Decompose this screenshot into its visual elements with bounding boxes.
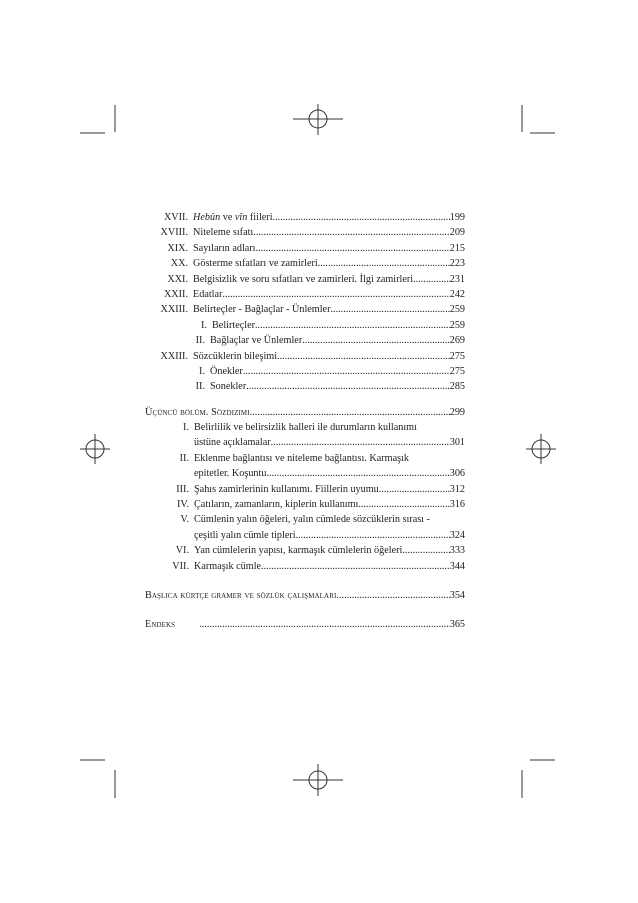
entry-number: XXIII. — [160, 350, 188, 362]
leader-dots — [271, 435, 450, 450]
leader-dots — [256, 241, 450, 256]
toc-entry — [145, 420, 465, 435]
entry-title-cont: üstüne açıklamalar — [194, 437, 271, 449]
toc-entry — [145, 225, 465, 240]
entry-title: Şahıs zamirlerinin kullanımı. Fiillerin uyumu — [194, 483, 379, 495]
entry-number: XVIII. — [160, 227, 188, 239]
entry-title: Sözcüklerin bileşimi — [193, 350, 278, 362]
leader-dots — [246, 379, 450, 394]
index-title: Endeks — [145, 619, 176, 631]
chapter-page: 299 — [449, 406, 465, 418]
entry-title: Edatlar — [193, 288, 223, 300]
entry-page: 301 — [449, 437, 465, 449]
toc-entry — [145, 241, 465, 256]
toc-chapter-heading — [145, 617, 465, 632]
entry-page: 259 — [449, 304, 465, 316]
toc-entry-continued — [145, 435, 465, 450]
entry-title: Niteleme sıfatı — [193, 227, 254, 239]
entry-page: 344 — [449, 560, 465, 572]
toc-entry — [145, 349, 465, 364]
toc-entry — [145, 256, 465, 271]
toc-subentry — [145, 318, 465, 333]
entry-title-cont: epitetler. Koşuntu — [194, 468, 267, 480]
leader-dots — [243, 364, 450, 379]
entry-title: Bağlaçlar ve Ünlemler — [210, 335, 303, 347]
entry-number: III. — [176, 483, 189, 495]
entry-number: VII. — [172, 560, 189, 572]
entry-title-cont: çeşitli yalın cümle tipleri — [194, 529, 296, 541]
entry-title: Belirlilik ve belirsizlik halleri ile durumların kullanımı — [194, 422, 417, 434]
toc-chapter-heading — [145, 405, 465, 420]
toc-entry — [145, 543, 465, 558]
entry-title: Gösterme sıfatları ve zamirleri — [193, 258, 318, 270]
entry-page: 275 — [449, 365, 465, 377]
toc-entry — [145, 559, 465, 574]
toc-entry — [145, 451, 465, 466]
index-page: 365 — [449, 619, 465, 631]
leader-dots — [296, 528, 450, 543]
subentry-number: II. — [195, 381, 205, 393]
leader-dots — [222, 287, 449, 302]
toc-entry — [145, 497, 465, 512]
entry-number: XXIII. — [160, 304, 188, 316]
leader-dots — [358, 497, 449, 512]
entry-number: I. — [183, 422, 189, 434]
entry-page: 223 — [449, 258, 465, 270]
toc-entry — [145, 512, 465, 527]
leader-dots — [336, 588, 449, 603]
entry-page: 242 — [449, 288, 465, 300]
registration-mark-left — [80, 434, 110, 464]
leader-dots — [277, 349, 450, 364]
main-works-title: Başlıca kürtçe gramer ve sözlük çalışmaları — [145, 589, 337, 601]
toc-chapter-heading — [145, 588, 465, 603]
registration-mark-top — [293, 104, 343, 135]
entry-title: Cümlenin yalın öğeleri, yalın cümlede sözcüklerin sırası - — [194, 514, 430, 526]
leader-dots — [250, 405, 450, 420]
entry-page: 312 — [449, 483, 465, 495]
entry-number: V. — [180, 514, 189, 526]
leader-dots — [255, 318, 450, 333]
entry-title: Sayıların adları — [193, 242, 256, 254]
leader-dots — [318, 256, 450, 271]
toc-subentry — [145, 364, 465, 379]
entry-number: XX. — [170, 258, 188, 270]
toc-entry — [145, 210, 465, 225]
entry-page: 199 — [449, 212, 465, 223]
subentry-number: I. — [199, 365, 205, 377]
entry-number: IV. — [177, 499, 189, 511]
entry-page: 259 — [449, 319, 465, 331]
entry-title: Karmaşık cümle — [194, 560, 262, 572]
entry-title: Önekler — [210, 365, 243, 377]
entry-number: VI. — [175, 545, 189, 557]
registration-mark-right — [526, 434, 556, 464]
entry-page: 306 — [449, 468, 465, 480]
entry-page: 324 — [449, 529, 465, 541]
entry-title: Çatıların, zamanların, kiplerin kullanımı — [194, 499, 359, 511]
toc-entry-continued — [145, 528, 465, 543]
leader-dots — [379, 482, 450, 497]
leader-dots — [266, 466, 449, 481]
entry-number: XIX. — [167, 242, 188, 254]
entry-title: Eklenme bağlantısı ve niteleme bağlantısı. Karmaşık — [194, 452, 410, 464]
registration-mark-bottom — [293, 764, 343, 796]
leader-dots — [413, 272, 450, 287]
entry-page: 333 — [449, 545, 465, 557]
leader-dots — [199, 617, 450, 632]
main-works-page: 354 — [449, 589, 465, 601]
entry-number: XXI. — [167, 273, 188, 285]
entry-page: 231 — [449, 273, 465, 285]
entry-title: Hebûn ve vîn fiileri — [193, 212, 273, 223]
subentry-number: I. — [201, 319, 207, 331]
subentry-number: II. — [195, 335, 205, 347]
toc-entry — [145, 287, 465, 302]
leader-dots — [261, 559, 450, 574]
leader-dots — [402, 543, 449, 558]
entry-page: 285 — [449, 381, 465, 393]
table-of-contents — [145, 210, 465, 633]
entry-number: XXII. — [163, 288, 188, 300]
toc-subentry — [145, 379, 465, 394]
leader-dots — [330, 302, 449, 317]
chapter-title: Üçüncü bölüm. Sözdizimi — [145, 406, 250, 418]
entry-title: Belirteçler — [212, 319, 255, 331]
leader-dots — [253, 225, 449, 240]
entry-page: 209 — [449, 227, 465, 239]
entry-number: XVII. — [163, 212, 188, 223]
entry-page: 316 — [449, 499, 465, 511]
entry-title: Belirteçler - Bağlaçlar - Ünlemler — [193, 304, 331, 316]
entry-title: Yan cümlelerin yapısı, karmaşık cümlelerin öğeleri — [194, 545, 403, 557]
toc-entry — [145, 302, 465, 317]
leader-dots — [302, 333, 450, 348]
toc-subentry — [145, 333, 465, 348]
toc-entry — [145, 482, 465, 497]
entry-title: Belgisizlik ve soru sıfatları ve zamirleri. İlgi zamirleri — [193, 273, 414, 285]
entry-page: 215 — [449, 242, 465, 254]
entry-page: 269 — [449, 335, 465, 347]
entry-title: Sonekler — [210, 381, 247, 393]
toc-entry — [145, 272, 465, 287]
entry-page: 275 — [449, 350, 465, 362]
entry-number: II. — [179, 452, 189, 464]
toc-entry-continued — [145, 466, 465, 481]
leader-dots — [273, 210, 450, 225]
